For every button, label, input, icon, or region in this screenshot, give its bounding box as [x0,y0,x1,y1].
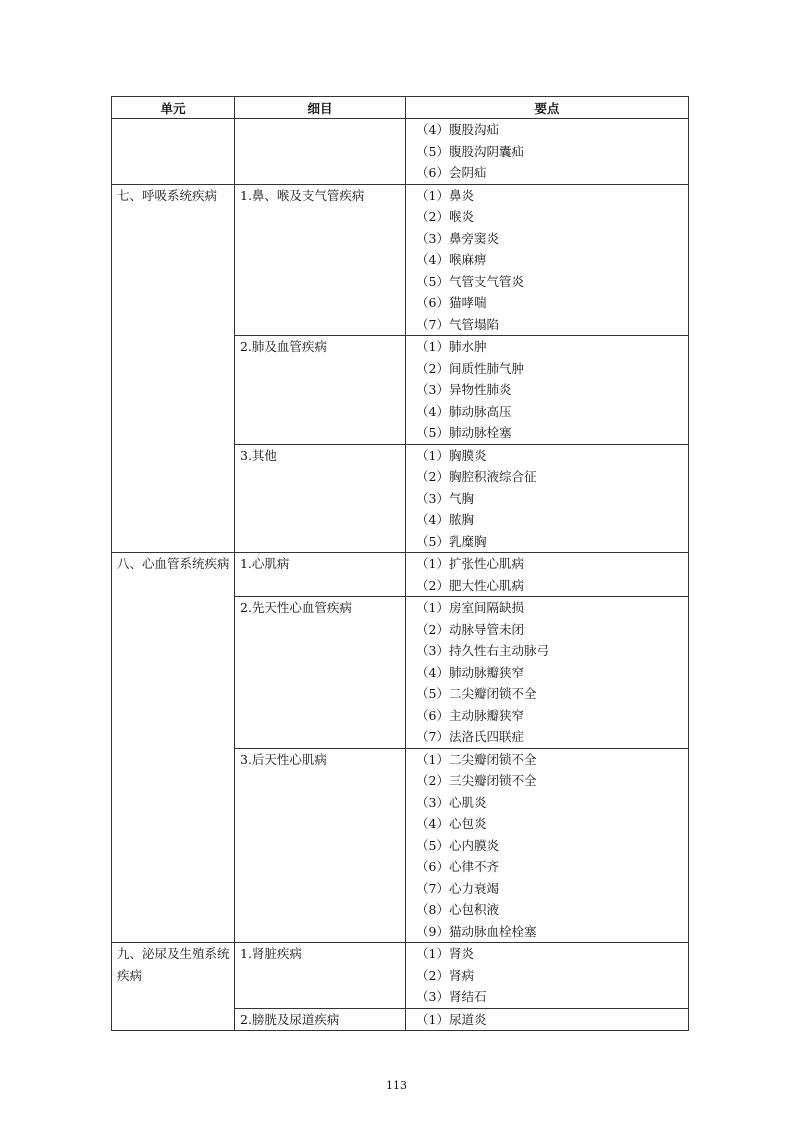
unit-cell [112,553,235,943]
unit-name: 八、心血管系统疾病 [117,556,230,571]
key-point: （7）心力衰竭 [416,880,499,896]
key-point: （1）房室间隔缺损 [416,600,524,615]
item-name: 1.肾脏疾病 [240,946,302,961]
key-point: （3）鼻旁窦炎 [416,230,499,246]
key-point: （2）动脉导管未闭 [416,621,524,637]
table-row [112,184,689,336]
key-point: （5）腹股沟阴囊疝 [416,143,524,159]
key-point: （4）肺动脉高压 [416,403,512,419]
page-number: 113 [386,1079,407,1092]
point-cell [406,553,689,597]
key-point: （2）喉炎 [416,209,474,224]
key-point: （6）主动脉瓣狭窄 [416,707,524,723]
syllabus-table [111,96,689,1031]
item-name: 2.肺及血管疾病 [240,339,327,354]
item-name: 1.心肌病 [240,556,290,571]
table-row [112,553,689,597]
key-point: （4）腹股沟疝 [416,122,499,137]
unit-cell [112,119,235,185]
key-point: （3）气胸 [416,490,474,506]
item-cell [235,943,406,1009]
table-body [112,119,689,1031]
item-name: 2.膀胱及尿道疾病 [240,1011,340,1027]
key-point: （2）间质性肺气肿 [416,360,524,376]
key-point: （7）法洛氏四联症 [416,729,524,744]
item-name: 3.其他 [240,447,277,463]
key-point: （6）心律不齐 [416,859,499,874]
key-point: （1）扩张性心肌病 [416,556,524,571]
item-cell [235,597,406,749]
key-point: （6）会阴疝 [416,165,487,180]
item-cell [235,184,406,336]
point-cell [406,1008,689,1031]
item-name: 1.鼻、喉及支气管疾病 [240,187,365,203]
point-cell [406,748,689,943]
unit-name: 九、泌尿及生殖系统疾病 [117,946,230,983]
key-point: （2）肾病 [416,967,474,983]
point-cell [406,943,689,1009]
key-point: （1）二尖瓣闭锁不全 [416,751,537,767]
item-cell [235,336,406,445]
key-point: （1）尿道炎 [416,1011,487,1027]
item-cell [235,553,406,597]
key-point: （3）心肌炎 [416,794,487,810]
table-row [112,119,689,185]
point-cell [406,597,689,749]
key-point: （6）猫哮喘 [416,295,487,310]
item-cell [235,748,406,943]
header-item: 细目 [235,97,406,119]
unit-cell [112,184,235,553]
key-point: （5）肺动脉栓塞 [416,425,512,440]
key-point: （3）异物性肺炎 [416,382,512,397]
unit-cell [112,943,235,1031]
item-name: 3.后天性心肌病 [240,751,327,767]
key-point: （7）气管塌陷 [416,316,499,332]
item-name: 2.先天性心血管疾病 [240,600,352,615]
key-point: （5）气管支气管炎 [416,273,524,289]
key-point: （4）喉麻痹 [416,252,487,267]
unit-name: 七、呼吸系统疾病 [117,187,218,203]
table-row [112,943,689,1009]
header-point: 要点 [406,97,689,119]
key-point: （2）肥大性心肌病 [416,577,524,593]
key-point: （2）三尖瓣闭锁不全 [416,773,537,788]
key-point: （3）肾结石 [416,989,487,1004]
header-unit: 单元 [112,97,235,119]
key-point: （5）心内膜炎 [416,837,499,853]
item-cell [235,444,406,553]
key-point: （1）肺水肿 [416,339,487,354]
key-point: （5）二尖瓣闭锁不全 [416,686,537,701]
key-point: （2）胸腔积液综合征 [416,469,537,484]
key-point: （4）肺动脉瓣狭窄 [416,664,524,680]
point-cell [406,336,689,445]
table-header-row [112,97,689,119]
item-cell [235,1008,406,1031]
key-point: （4）脓胸 [416,512,474,527]
point-cell [406,444,689,553]
key-point: （5）乳糜胸 [416,533,487,549]
key-point: （1）鼻炎 [416,187,474,203]
key-point: （8）心包积液 [416,902,499,917]
key-point: （4）心包炎 [416,816,487,831]
key-point: （1）肾炎 [416,946,474,961]
point-cell [406,184,689,336]
point-cell [406,119,689,185]
key-point: （9）猫动脉血栓栓塞 [416,923,537,939]
item-cell [235,119,406,185]
key-point: （3）持久性右主动脉弓 [416,643,549,658]
key-point: （1）胸膜炎 [416,447,487,463]
